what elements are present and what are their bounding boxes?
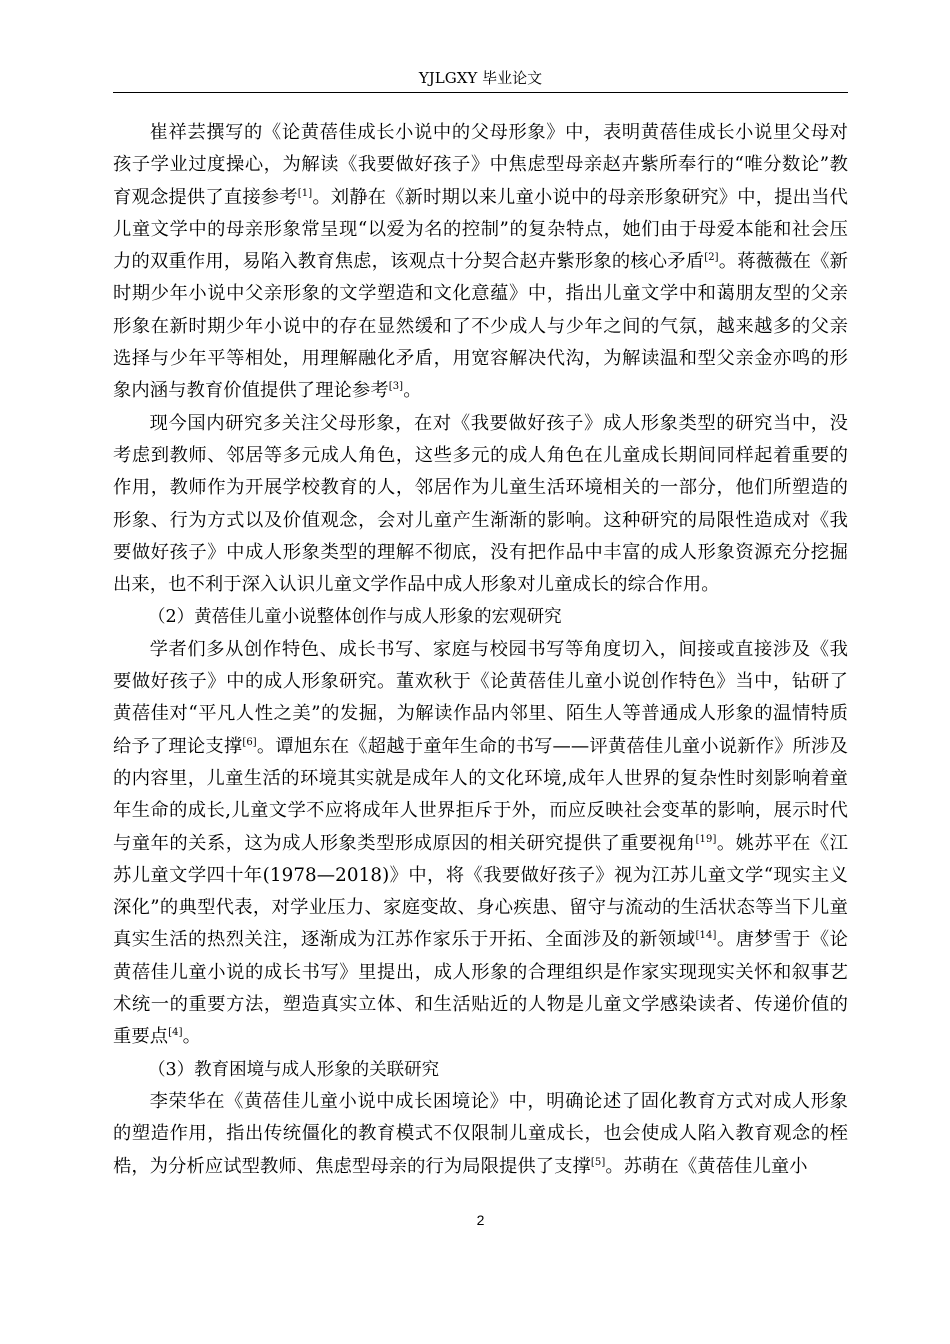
text-run: （3）教育困境与成人形象的关联研究 — [148, 1059, 440, 1080]
body-paragraph — [113, 117, 848, 408]
text-run: 李荣华在《黄蓓佳儿童小说中成长困境论》中，明确论述了固化教育方式对成人形象的塑造作用，指出传统僵化的教育模式不仅限制儿童成长，也会使成人陷入教育观念的桎梏，为分析应试型教师、焦虑型母亲的行为局限提供了支撑 — [113, 1090, 848, 1177]
body-paragraph — [113, 634, 848, 1054]
section-heading — [113, 601, 848, 633]
text-run: （2）黄蓓佳儿童小说整体创作与成人形象的宏观研究 — [148, 607, 562, 628]
citation-marker: [6] — [242, 736, 257, 748]
text-run: 。刘静在《新时期以来儿童小说中的母亲形象研究》中，提出当代儿童文学中的母亲形象常呈现“以爱为名的控制”的复杂特点，她们由于母爱本能和社会压力的双重作用，易陷入教育焦虑，该观点十分契合赵卉紫形象的核心矛盾 — [113, 186, 848, 273]
text-run: 。 — [403, 380, 422, 402]
page-header: YJLGXY 毕业论文 — [418, 69, 543, 87]
citation-marker: [4] — [168, 1027, 183, 1039]
body-paragraph — [113, 408, 848, 602]
citation-marker: [1] — [297, 187, 313, 199]
text-run: 崔祥芸撰写的《论黄蓓佳成长小说中的父母形象》中，表明黄蓓佳成长小说里父母对孩子学业过度操心，为解读《我要做好孩子》中焦虑型母亲赵卉紫所奉行的“唯分数论”教育观念提供了直接参考 — [113, 122, 848, 208]
page-number: 2 — [476, 1212, 485, 1228]
text-run: 学者们多从创作特色、成长书写、家庭与校园书写等角度切入，间接或直接涉及《我要做好孩子》中的成人形象研究。董欢秋于《论黄蓓佳儿童小说创作特色》当中，钻研了黄蓓佳对“平凡人性之美”的发掘，为解读作品内邻里、陌生人等普通成人形象的温情特质给予了理论支撑 — [113, 638, 848, 757]
citation-marker: [14] — [695, 930, 717, 942]
section-heading — [113, 1054, 848, 1086]
citation-marker: [3] — [388, 381, 404, 393]
body-paragraph — [113, 1086, 848, 1183]
document-body — [113, 117, 848, 1183]
text-run: 。唐梦雪于《论黄蓓佳儿童小说的成长书写》里提出，成人形象的合理组织是作家实现现实关怀和叙事艺术统一的重要方法，塑造真实立体、和生活贴近的人物是儿童文学感染读者、传递价值的重要点 — [113, 929, 848, 1048]
text-run: 。苏萌在《黄蓓佳儿童小 — [605, 1155, 808, 1177]
text-run: 。蒋薇薇在《新时期少年小说中父亲形象的文学塑造和文化意蕴》中，指出儿童文学中和蔼朋友型的父亲形象在新时期少年小说中的存在显然缓和了不少成人与少年之间的气氛，越来越多的父亲选择与少年平等相处，用理解融化矛盾，用宽容解决代沟，为解读温和型父亲金亦鸣的形象内涵与教育价值提供了理论参考 — [113, 251, 848, 402]
text-run: 。姚苏平在《江苏儿童文学四十年(1978—2018)》中，将《我要做好孩子》视为江苏儿童文学“现实主义深化”的典型代表，对学业压力、家庭变故、身心疾患、留守与流动的生活状态等当下儿童真实生活的热烈关注，逐渐成为江苏作家乐于开拓、全面涉及的新领域 — [113, 832, 848, 951]
text-run: 。谭旭东在《超越于童年生命的书写——评黄蓓佳儿童小说新作》所涉及的内容里，儿童生活的环境其实就是成年人的文化环境,成年人世界的复杂性时刻影响着童年生命的成长,儿童文学不应将成年人世界拒斥于外，而应反映社会变革的影响，展示时代与童年的关系，这为成人形象类型形成原因的相关研究提供了重要视角 — [113, 735, 848, 854]
citation-marker: [5] — [590, 1156, 606, 1168]
citation-marker: [19] — [695, 833, 717, 845]
citation-marker: [2] — [704, 252, 719, 264]
text-run: 现今国内研究多关注父母形象，在对《我要做好孩子》成人形象类型的研究当中，没考虑到教师、邻居等多元成人角色，这些多元的成人角色在儿童成长期间同样起着重要的作用，教师作为开展学校教育的人，邻居作为儿童生活环境相关的一部分，他们所塑造的形象、行为方式以及价值观念，会对儿童产生渐渐的影响。这种研究的局限性造成对《我要做好孩子》中成人形象类型的理解不彻底，没有把作品中丰富的成人形象资源充分挖掘出来，也不利于深入认识儿童文学作品中成人形象对儿童成长的综合作用。 — [113, 412, 848, 596]
text-run: 。 — [182, 1026, 202, 1048]
header-divider — [113, 92, 848, 93]
